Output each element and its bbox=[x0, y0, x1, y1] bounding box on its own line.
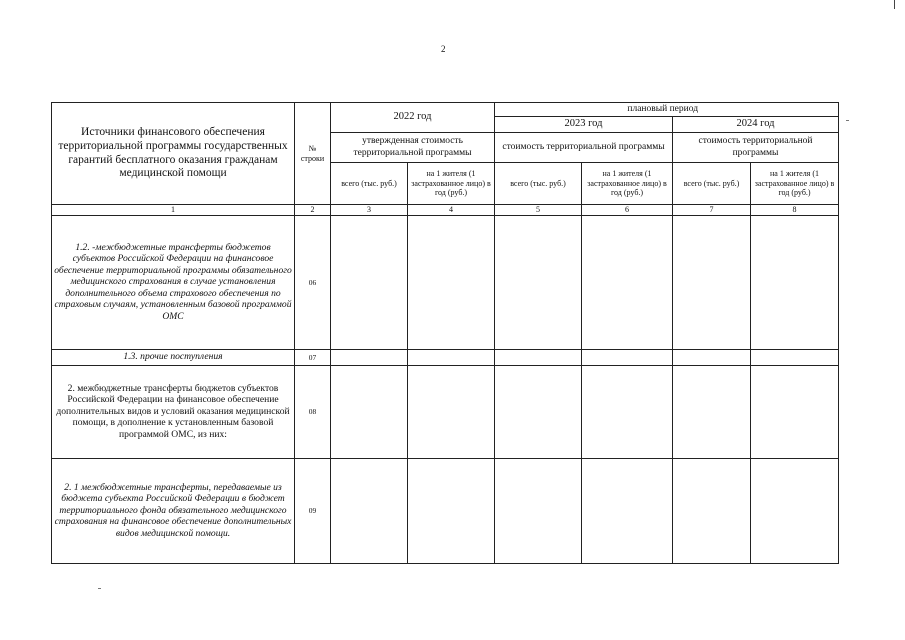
value-cell bbox=[331, 365, 408, 458]
year-2022-header: 2022 год bbox=[331, 103, 495, 133]
line-number: 06 bbox=[295, 215, 331, 349]
financing-sources-table bbox=[51, 102, 839, 564]
table-row bbox=[52, 365, 839, 458]
total-header-2024: всего (тыс. руб.) bbox=[673, 163, 751, 205]
cost-2023-header: стоимость территориальной программы bbox=[495, 133, 673, 163]
line-number: 09 bbox=[295, 458, 331, 563]
value-cell bbox=[408, 458, 495, 563]
source-label: 1.2. -межбюджетные трансферты бюджетов субъектов Российской Федерации на финансовое обеспечение территориальной программы обязательного медицинского страхования в случае установления дополнительного объема страхового обеспечения по страховым случаям, установленным базовой программой ОМС bbox=[52, 215, 295, 349]
column-index: 8 bbox=[751, 205, 839, 216]
cost-2024-header: стоимость территориальной программы bbox=[673, 133, 839, 163]
source-column-header: Источники финансового обеспечения территориальной программы государственных гарантий бесплатного оказания гражданам медицинской помощи bbox=[52, 103, 295, 205]
value-cell bbox=[408, 349, 495, 365]
value-cell bbox=[751, 458, 839, 563]
value-cell bbox=[673, 365, 751, 458]
year-2023-header: 2023 год bbox=[495, 117, 673, 133]
value-cell bbox=[673, 458, 751, 563]
page-number: 2 bbox=[441, 44, 446, 54]
column-index: 1 bbox=[52, 205, 295, 216]
line-number: 08 bbox=[295, 365, 331, 458]
value-cell bbox=[331, 215, 408, 349]
value-cell bbox=[331, 458, 408, 563]
source-label: 2. межбюджетные трансферты бюджетов субъектов Российской Федерации на финансовое обеспечение дополнительных видов и условий оказания медицинской помощи, в дополнение к установленным базовой программой ОМС, из них: bbox=[52, 365, 295, 458]
per-capita-header-2024: на 1 жителя (1 застрахованное лицо) в год (руб.) bbox=[751, 163, 839, 205]
per-capita-header-2022: на 1 жителя (1 застрахованное лицо) в год (руб.) bbox=[408, 163, 495, 205]
value-cell bbox=[582, 349, 673, 365]
scan-speck bbox=[98, 588, 101, 589]
value-cell bbox=[495, 349, 582, 365]
planning-period-header: плановый период bbox=[495, 103, 839, 117]
column-index: 3 bbox=[331, 205, 408, 216]
table-row bbox=[52, 215, 839, 349]
approved-cost-header: утвержденная стоимость территориальной программы bbox=[331, 133, 495, 163]
column-index: 4 bbox=[408, 205, 495, 216]
line-number: 07 bbox=[295, 349, 331, 365]
scan-edge-mark bbox=[894, 0, 895, 9]
value-cell bbox=[331, 349, 408, 365]
column-index: 2 bbox=[295, 205, 331, 216]
column-index: 6 bbox=[582, 205, 673, 216]
year-2024-header: 2024 год bbox=[673, 117, 839, 133]
source-label: 2. 1 межбюджетные трансферты, передаваемые из бюджета субъекта Российской Федерации в бюджет территориального фонда обязательного медицинского страхования на финансовое обеспечение дополнительных видов медицинской помощи. bbox=[52, 458, 295, 563]
value-cell bbox=[495, 458, 582, 563]
table-row bbox=[52, 458, 839, 563]
value-cell bbox=[673, 349, 751, 365]
value-cell bbox=[582, 365, 673, 458]
total-header-2022: всего (тыс. руб.) bbox=[331, 163, 408, 205]
source-label: 1.3. прочие поступления bbox=[52, 349, 295, 365]
value-cell bbox=[495, 215, 582, 349]
value-cell bbox=[751, 349, 839, 365]
value-cell bbox=[495, 365, 582, 458]
value-cell bbox=[673, 215, 751, 349]
table-row bbox=[52, 349, 839, 365]
line-number-header: № строки bbox=[295, 103, 331, 205]
column-index: 7 bbox=[673, 205, 751, 216]
value-cell bbox=[751, 215, 839, 349]
total-header-2023: всего (тыс. руб.) bbox=[495, 163, 582, 205]
value-cell bbox=[408, 215, 495, 349]
value-cell bbox=[751, 365, 839, 458]
value-cell bbox=[582, 458, 673, 563]
column-index: 5 bbox=[495, 205, 582, 216]
per-capita-header-2023: на 1 жителя (1 застрахованное лицо) в год (руб.) bbox=[582, 163, 673, 205]
value-cell bbox=[582, 215, 673, 349]
value-cell bbox=[408, 365, 495, 458]
scan-speck bbox=[846, 120, 849, 121]
